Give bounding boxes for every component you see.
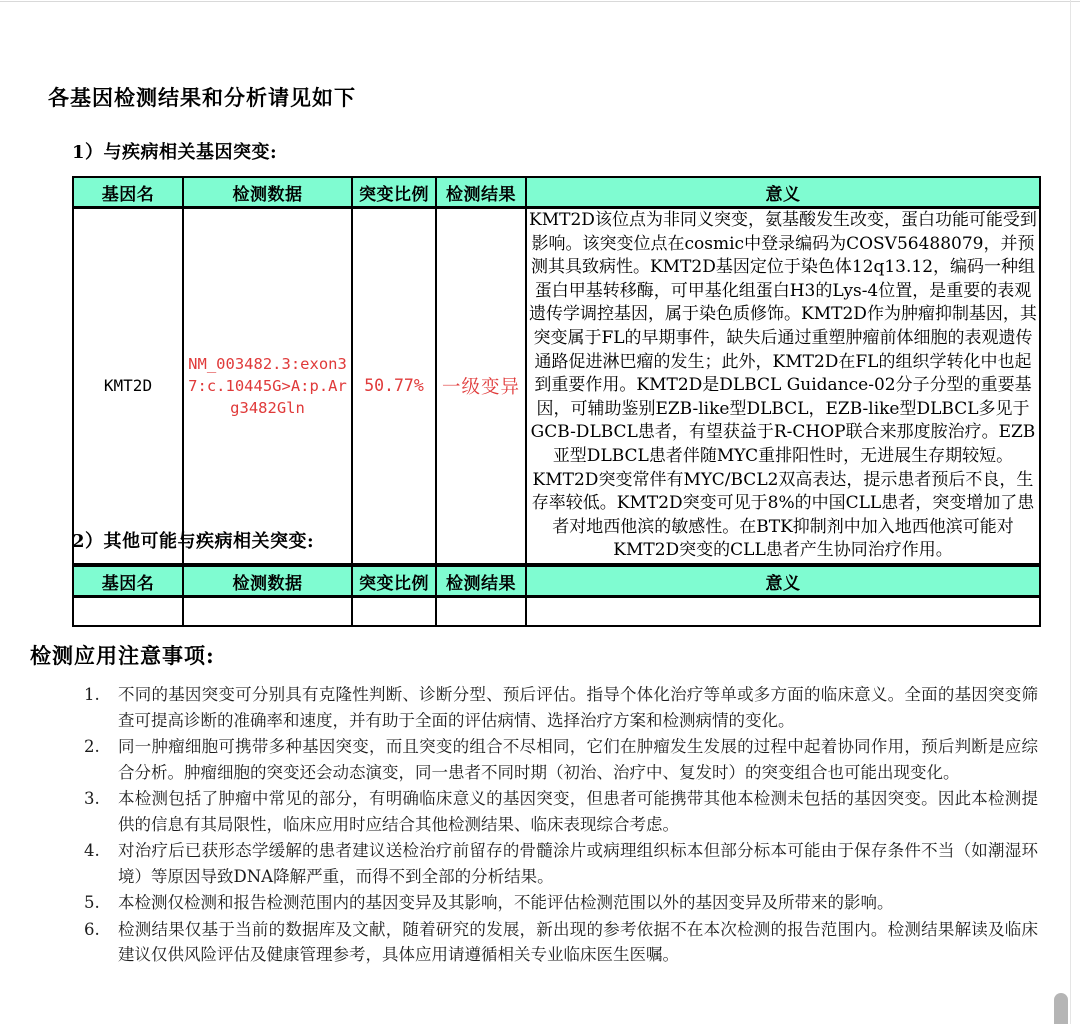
gene-name-value: KMT2D	[73, 208, 183, 564]
col-header-result: 检测结果	[436, 566, 526, 597]
detection-data-value: NM_003482.3:exon37:c.10445G>A:p.Arg3482Gln	[183, 208, 352, 564]
note-text: 本检测包括了肿瘤中常见的部分，有明确临床意义的基因突变，但患者可能携带其他本检测未包括的基因突变。因此本检测提供的信息有其局限性，临床应用时应结合其他检测结果、临床表现综合考虑。	[118, 789, 1038, 834]
col-header-gene: 基因名	[73, 177, 183, 208]
table-header-row	[73, 566, 1040, 597]
notes-heading: 检测应用注意事项:	[30, 643, 215, 668]
note-number: 5.	[84, 893, 100, 912]
table-row-empty	[73, 597, 1040, 627]
col-header-significance: 意义	[526, 177, 1040, 208]
note-item-6	[84, 917, 1038, 968]
other-mutation-table	[72, 565, 1041, 627]
col-header-significance: 意义	[526, 566, 1040, 597]
mutation-ratio-value: 50.77%	[352, 208, 436, 564]
table-header-row	[73, 177, 1040, 208]
note-number: 4.	[84, 841, 100, 860]
note-item-2	[84, 734, 1038, 785]
note-text: 不同的基因突变可分别具有克隆性判断、诊断分型、预后评估。指导个体化治疗等单或多方面的临床意义。全面的基因突变筛查可提高诊断的准确率和速度，并有助于全面的评估病情、选择治疗方案和检测病情的变化。	[118, 685, 1038, 730]
note-item-5	[84, 890, 1038, 916]
section1-heading: 1）与疾病相关基因突变:	[72, 142, 278, 163]
col-header-gene: 基因名	[73, 566, 183, 597]
disease-mutation-table	[72, 176, 1041, 565]
note-number: 1.	[84, 685, 100, 704]
significance-text: KMT2D该位点为非同义突变，氨基酸发生改变，蛋白功能可能受到影响。该突变位点在cosmic中登录编码为COSV56488079，并预测其具致病性。KMT2D基因定位于染色体12q13.12，编码一种组蛋白甲基转移酶，可甲基化组蛋白H3的Lys-4位置，是重要的表观遗传学调控基因，属于染色质修饰。KMT2D作为肿瘤抑制基因，其突变属于FL的早期事件，缺失后通过重塑肿瘤前体细胞的表观遗传通路促进淋巴瘤的发生；此外，KMT2D在FL的组织学转化中也起到重要作用。KMT2D是DLBCL Guidance-02分子分型的重要基因，可辅助鉴别EZB-like型DLBCL，EZB-like型DLBCL多见于GCB-DLBCL患者，有望获益于R-CHOP联合来那度胺治疗。EZB亚型DLBCL患者伴随MYC重排阳性时，无进展生存期较短。KMT2D突变常伴有MYC/BCL2双高表达，提示患者预后不良，生存率较低。KMT2D突变可见于8%的中国CLL患者，突变增加了患者对地西他滨的敏感性。在BTK抑制剂中加入地西他滨可能对KMT2D突变的CLL患者产生协同治疗作用。	[526, 208, 1040, 564]
note-text: 本检测仅检测和报告检测范围内的基因变异及其影响，不能评估检测范围以外的基因变异及所带来的影响。	[118, 893, 894, 912]
col-header-data: 检测数据	[183, 177, 352, 208]
col-header-data: 检测数据	[183, 566, 352, 597]
note-item-4	[84, 838, 1038, 889]
note-text: 同一肿瘤细胞可携带多种基因突变，而且突变的组合不尽相同，它们在肿瘤发生发展的过程中起着协同作用，预后判断是应综合分析。肿瘤细胞的突变还会动态演变，同一患者不同时期（初治、治疗中、复发时）的突变组合也可能出现变化。	[118, 737, 1038, 782]
col-header-result: 检测结果	[436, 177, 526, 208]
gene-name-empty	[73, 597, 183, 627]
detection-result-empty	[436, 597, 526, 627]
note-number: 3.	[84, 789, 100, 808]
page-title: 各基因检测结果和分析请见如下	[48, 85, 356, 110]
significance-empty	[526, 597, 1040, 627]
col-header-ratio: 突变比例	[352, 566, 436, 597]
detection-data-empty	[183, 597, 352, 627]
notes-list	[84, 682, 1038, 969]
top-divider	[0, 1, 1080, 2]
note-text: 检测结果仅基于当前的数据库及文献，随着研究的发展，新出现的参考依据不在本次检测的报告范围内。检测结果解读及临床建议仅供风险评估及健康管理参考，具体应用请遵循相关专业临床医生医嘱。	[118, 919, 1038, 964]
note-text: 对治疗后已获形态学缓解的患者建议送检治疗前留存的骨髓涂片或病理组织标本但部分标本可能由于保存条件不当（如潮湿环境）等原因导致DNA降解严重，而得不到全部的分析结果。	[118, 841, 1038, 886]
table-row	[73, 208, 1040, 564]
note-item-3	[84, 786, 1038, 837]
mutation-ratio-empty	[352, 597, 436, 627]
scrollbar-track	[1070, 0, 1071, 1024]
detection-result-value: 一级变异	[436, 208, 526, 564]
note-number: 6.	[84, 919, 100, 939]
section2-heading: 2）其他可能与疾病相关突变:	[72, 531, 315, 552]
note-item-1	[84, 682, 1038, 733]
scrollbar-thumb[interactable]	[1054, 993, 1068, 1024]
col-header-ratio: 突变比例	[352, 177, 436, 208]
note-number: 2.	[84, 737, 100, 756]
